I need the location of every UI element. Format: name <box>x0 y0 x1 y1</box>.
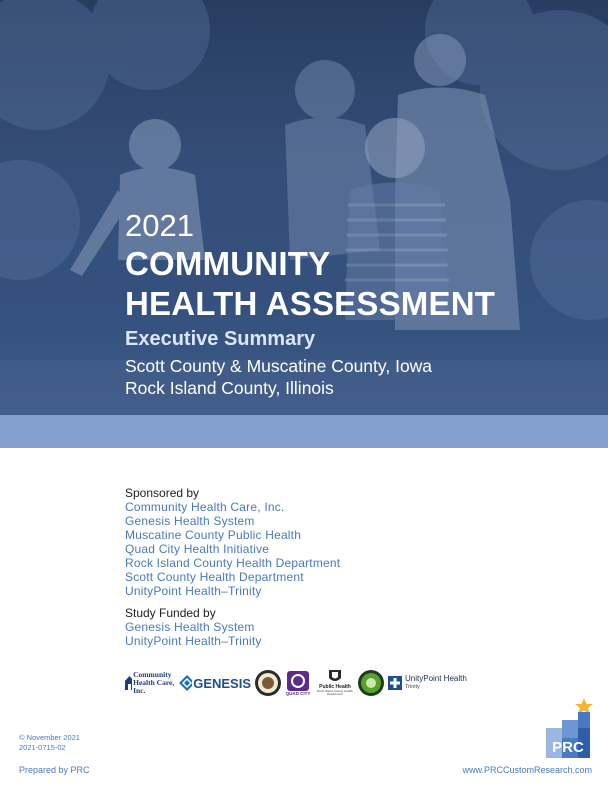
genesis-diamond-icon <box>179 675 192 691</box>
funded-by-label: Study Funded by <box>125 606 216 620</box>
sponsor-item: Scott County Health Department <box>125 570 304 584</box>
title-block <box>125 208 495 399</box>
hero-band <box>0 415 608 448</box>
sponsor-item: Community Health Care, Inc. <box>125 500 285 514</box>
report-subtitle: Executive Summary <box>125 328 316 350</box>
sponsor-logos <box>125 665 467 701</box>
prepared-by-text: Prepared by PRC <box>19 765 90 775</box>
community-health-care-logo: Community Health Care, Inc. <box>125 671 177 695</box>
region-line-1: Scott County & Muscatine County, Iowa <box>125 356 433 376</box>
public-health-logo: Public Health Rock Island County Health Department <box>317 670 353 697</box>
svg-text:PRC: PRC <box>552 739 584 756</box>
sponsor-item: Quad City Health Initiative <box>125 542 270 556</box>
sponsor-item: UnityPoint Health–Trinity <box>125 584 262 598</box>
sponsors-section <box>125 486 340 648</box>
genesis-logo: GENESIS <box>179 675 251 691</box>
region-line-2: Rock Island County, Illinois <box>125 378 334 398</box>
star-icon <box>575 698 593 714</box>
copyright-text: © November 2021 <box>19 733 80 742</box>
scott-county-seal-logo <box>254 669 282 697</box>
prc-logo <box>544 698 596 760</box>
report-title-line-2: HEALTH ASSESSMENT <box>125 285 496 322</box>
document-code: 2021-0715-02 <box>19 743 66 752</box>
muscatine-public-health-logo <box>357 669 385 697</box>
report-title-line-1: COMMUNITY <box>125 245 331 282</box>
sponsored-by-label: Sponsored by <box>125 486 200 500</box>
sponsor-item: Genesis Health System <box>125 514 255 528</box>
unitypoint-cross-icon <box>388 676 402 690</box>
quad-city-logo: QUAD CITY <box>285 671 311 696</box>
funder-item: UnityPoint Health–Trinity <box>125 634 262 648</box>
unitypoint-health-logo: UnityPoint Health Trinity <box>388 674 467 692</box>
building-icon <box>125 676 132 690</box>
report-year: 2021 <box>125 208 194 243</box>
sponsor-item: Muscatine County Public Health <box>125 528 302 542</box>
funder-item: Genesis Health System <box>125 620 255 634</box>
sponsor-item: Rock Island County Health Department <box>125 556 341 570</box>
website-link[interactable]: www.PRCCustomResearch.com <box>462 765 592 775</box>
